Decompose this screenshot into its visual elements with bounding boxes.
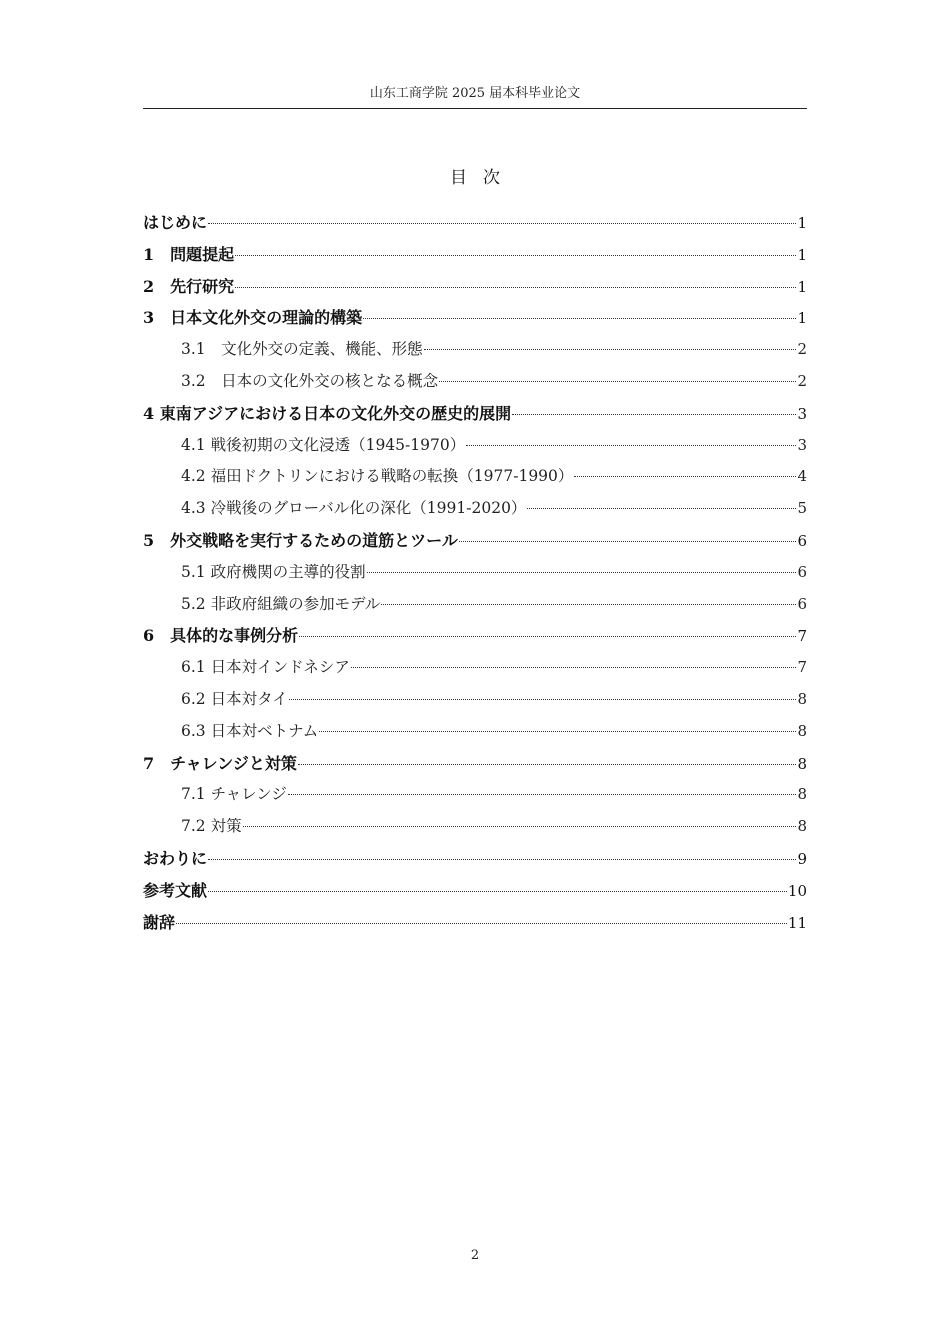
toc-entry-label: 4.2 福田ドクトリンにおける戦略の転換（1977-1990） xyxy=(181,467,574,486)
toc-entry[interactable] xyxy=(143,716,807,748)
page-header: 山东工商学院 2025 届本科毕业论文 xyxy=(143,84,807,109)
toc-entry[interactable] xyxy=(143,875,807,907)
toc-entry-label: 4.1 戦後初期の文化浸透（1945-1970） xyxy=(181,435,466,454)
toc-entry-label: 6.1 日本対インドネシア xyxy=(181,658,350,677)
toc-entry-label: 4 東南アジアにおける日本の文化外交の歴史的展開 xyxy=(143,403,512,423)
toc-entry-label: 7.2 対策 xyxy=(181,817,242,836)
toc-entry-page: 7 xyxy=(797,658,807,677)
toc-leader-dots xyxy=(299,635,796,637)
toc-entry-label: 7.1 チャレンジ xyxy=(181,785,287,804)
toc-entry-page: 9 xyxy=(797,849,807,868)
toc-entry-label: おわりに xyxy=(143,848,208,868)
toc-entry-label: 5.2 非政府組織の参加モデル xyxy=(181,594,381,613)
toc-title: 目次 xyxy=(450,168,516,188)
toc-entry[interactable] xyxy=(143,398,807,430)
toc-entry-page: 1 xyxy=(797,245,807,264)
toc-leader-dots xyxy=(459,540,797,542)
toc-leader-dots xyxy=(243,825,797,827)
table-of-contents xyxy=(143,207,807,938)
toc-entry-page: 1 xyxy=(797,277,807,296)
toc-leader-dots xyxy=(466,444,796,446)
toc-entry-label: 1 問題提起 xyxy=(143,244,235,264)
toc-entry-page: 8 xyxy=(797,689,807,708)
toc-entry-label: 3.1 文化外交の定義、機能、形態 xyxy=(181,340,423,359)
toc-entry[interactable] xyxy=(143,748,807,780)
toc-entry-page: 2 xyxy=(797,340,807,359)
toc-leader-dots xyxy=(367,571,797,573)
toc-leader-dots xyxy=(439,380,796,382)
toc-entry-label: 5 外交戦略を実行するための道筋とツール xyxy=(143,530,458,550)
toc-entry[interactable] xyxy=(143,652,807,684)
toc-entry-page: 6 xyxy=(797,562,807,581)
toc-entry-label: 参考文献 xyxy=(143,880,208,900)
toc-entry-page: 8 xyxy=(797,721,807,740)
toc-leader-dots xyxy=(527,507,796,509)
toc-leader-dots xyxy=(574,475,796,477)
toc-entry[interactable] xyxy=(143,271,807,303)
toc-leader-dots xyxy=(208,858,796,860)
toc-entry-label: 4.3 冷戦後のグローバル化の深化（1991-2020） xyxy=(181,499,527,518)
toc-entry[interactable] xyxy=(143,525,807,557)
toc-leader-dots xyxy=(289,698,797,700)
page-number: 2 xyxy=(470,1248,480,1263)
toc-entry-page: 3 xyxy=(797,435,807,454)
toc-entry[interactable] xyxy=(143,430,807,462)
toc-entry-label: 謝辞 xyxy=(143,912,176,932)
toc-entry-label: 3.2 日本の文化外交の核となる概念 xyxy=(181,371,439,390)
toc-entry-page: 11 xyxy=(787,913,807,932)
toc-entry[interactable] xyxy=(143,334,807,366)
toc-entry[interactable] xyxy=(143,557,807,589)
toc-leader-dots xyxy=(512,413,796,415)
toc-entry[interactable] xyxy=(143,811,807,843)
toc-leader-dots xyxy=(298,763,797,765)
toc-entry[interactable] xyxy=(143,366,807,398)
toc-leader-dots xyxy=(351,666,797,668)
toc-leader-dots xyxy=(381,603,796,605)
toc-entry[interactable] xyxy=(143,843,807,875)
toc-entry[interactable] xyxy=(143,684,807,716)
toc-entry-label: 3 日本文化外交の理論的構築 xyxy=(143,308,363,328)
toc-entry-page: 10 xyxy=(787,881,807,900)
toc-entry-page: 6 xyxy=(797,594,807,613)
toc-entry-page: 8 xyxy=(797,785,807,804)
toc-leader-dots xyxy=(235,286,796,288)
toc-entry-page: 5 xyxy=(797,499,807,518)
toc-entry[interactable] xyxy=(143,779,807,811)
toc-entry-page: 1 xyxy=(797,309,807,328)
toc-entry[interactable] xyxy=(143,461,807,493)
toc-leader-dots xyxy=(363,317,796,319)
toc-entry-page: 3 xyxy=(797,404,807,423)
toc-entry-page: 6 xyxy=(797,531,807,550)
toc-entry[interactable] xyxy=(143,207,807,239)
toc-entry[interactable] xyxy=(143,589,807,621)
toc-entry-page: 8 xyxy=(797,754,807,773)
toc-entry-label: 7 チャレンジと対策 xyxy=(143,753,297,773)
toc-entry-page: 1 xyxy=(797,214,807,232)
toc-entry-label: 2 先行研究 xyxy=(143,276,235,296)
toc-leader-dots xyxy=(319,730,796,732)
toc-entry[interactable] xyxy=(143,907,807,939)
toc-entry-page: 8 xyxy=(797,817,807,836)
toc-entry[interactable] xyxy=(143,620,807,652)
toc-entry-label: 6.2 日本対タイ xyxy=(181,689,288,708)
toc-leader-dots xyxy=(235,254,796,256)
toc-leader-dots xyxy=(424,348,797,350)
toc-entry[interactable] xyxy=(143,302,807,334)
toc-leader-dots xyxy=(288,793,797,795)
toc-entry-label: 6 具体的な事例分析 xyxy=(143,626,299,646)
toc-entry[interactable] xyxy=(143,493,807,525)
toc-entry[interactable] xyxy=(143,239,807,271)
toc-entry-page: 7 xyxy=(797,627,807,646)
toc-entry-page: 4 xyxy=(797,467,807,486)
toc-entry-label: はじめに xyxy=(143,213,208,232)
toc-entry-label: 5.1 政府機関の主導的役割 xyxy=(181,562,366,581)
toc-leader-dots xyxy=(208,222,796,224)
toc-entry-page: 2 xyxy=(797,371,807,390)
toc-entry-label: 6.3 日本対ベトナム xyxy=(181,721,319,740)
toc-leader-dots xyxy=(176,922,787,924)
toc-leader-dots xyxy=(208,890,787,892)
